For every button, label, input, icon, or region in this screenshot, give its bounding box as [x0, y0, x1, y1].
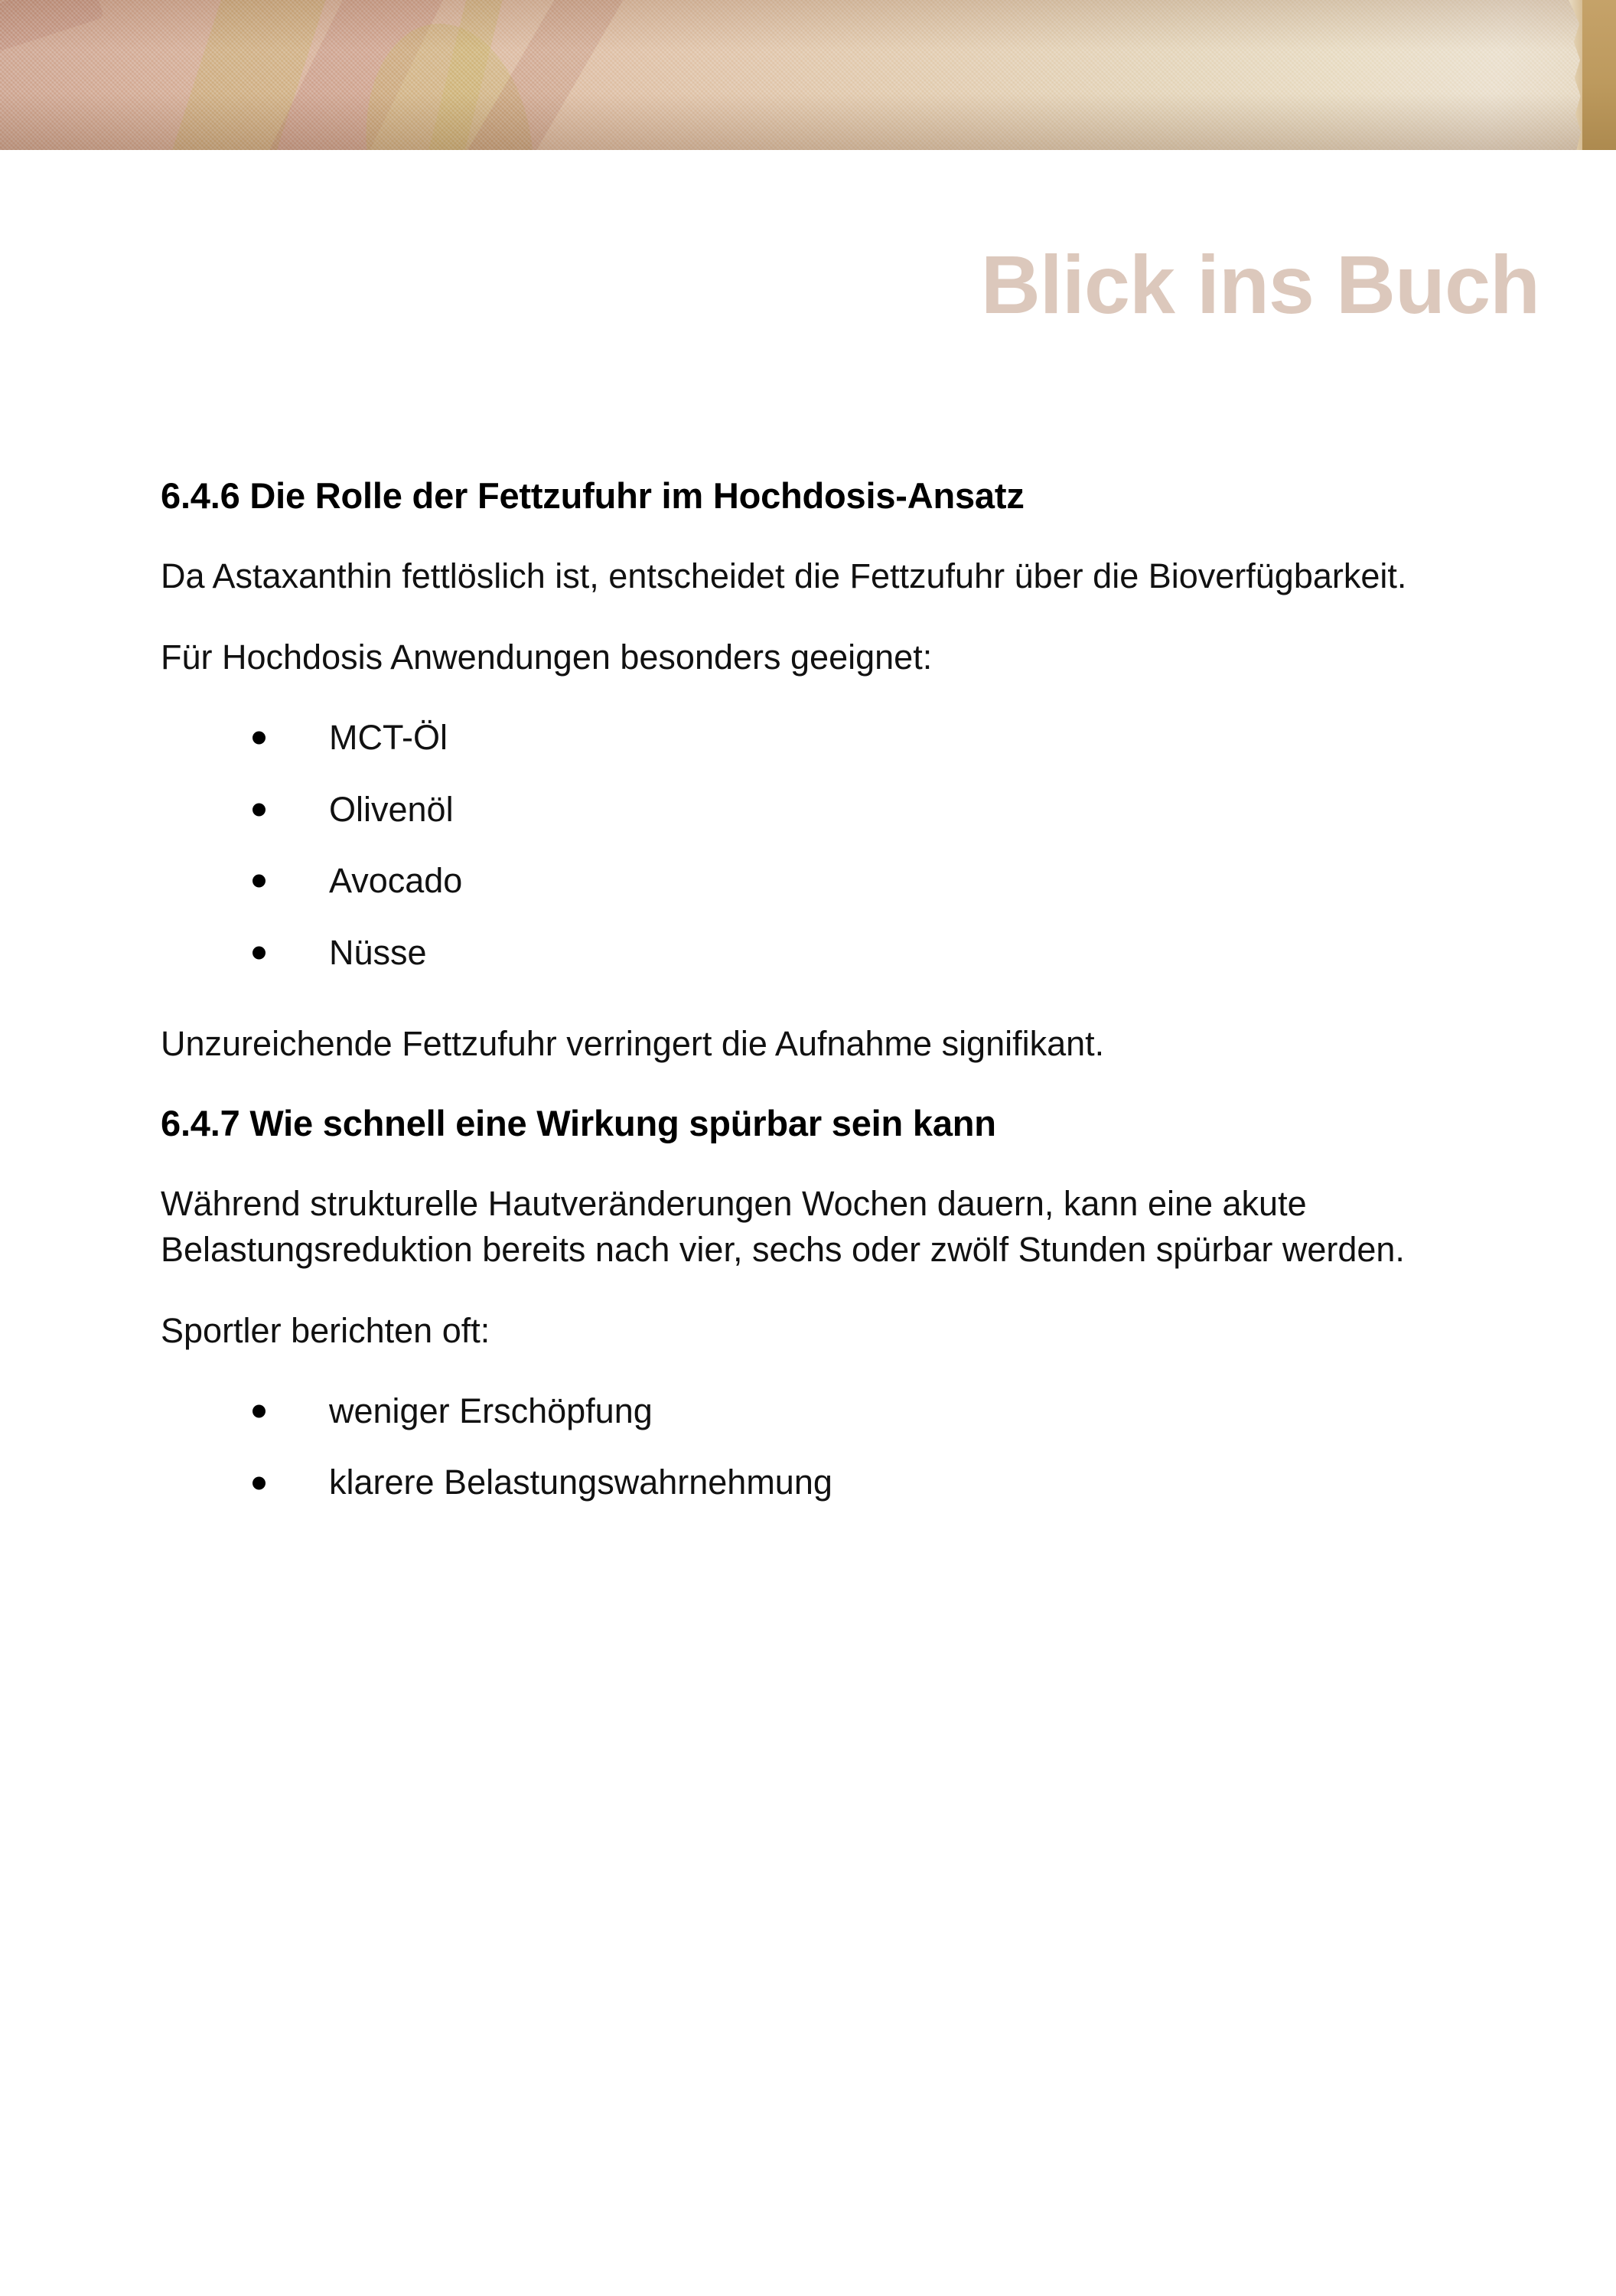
section-646-paragraph-1: Da Astaxanthin fettlöslich ist, entscheidet die Fettzufuhr über die Bioverfügbarkeit.: [161, 556, 1407, 596]
list-item: [161, 788, 1492, 833]
list-item-label: weniger Erschöpfung: [329, 1391, 653, 1430]
section-646-paragraph-2: Für Hochdosis Anwendungen besonders geeignet:: [161, 638, 933, 677]
section-646-closing-paragraph: Unzureichende Fettzufuhr verringert die Aufnahme signifikant.: [161, 1024, 1105, 1064]
bullet-dot-icon: [252, 803, 266, 816]
bullet-dot-icon: [252, 1476, 266, 1489]
list-item: [161, 1460, 1492, 1505]
list-item-label: Olivenöl: [329, 789, 454, 829]
bullet-dot-icon: [252, 875, 266, 888]
page-title: Blick ins Buch: [980, 238, 1539, 331]
list-item: [161, 859, 1492, 904]
list-item-label: Avocado: [329, 861, 463, 901]
section-647-bullet-list: [161, 1389, 1492, 1505]
section-646-bullet-list: [161, 716, 1492, 975]
section-heading-646: 6.4.6 Die Rolle der Fettzufuhr im Hochdosis-Ansatz: [161, 475, 1025, 516]
section-647-paragraph-2: Sportler berichten oft:: [161, 1311, 490, 1351]
document-body: [161, 475, 1492, 1538]
list-item: [161, 716, 1492, 761]
list-item-label: MCT-Öl: [329, 718, 448, 758]
header-banner-image: [0, 0, 1616, 150]
bullet-dot-icon: [252, 946, 266, 959]
bullet-dot-icon: [252, 1405, 266, 1418]
section-647-paragraph-1: Während strukturelle Hautveränderungen Wochen dauern, kann eine akute Belastungsreduktion bereits nach vier, sechs oder zwölf Stunden spürbar werden.: [161, 1184, 1405, 1270]
list-item-label: klarere Belastungswahrnehmung: [329, 1463, 832, 1502]
list-item: [161, 931, 1492, 976]
list-item-label: Nüsse: [329, 932, 427, 972]
banner-gold-edge-strip: [1582, 0, 1616, 150]
bullet-dot-icon: [252, 732, 266, 745]
list-item: [161, 1389, 1492, 1434]
section-heading-647: 6.4.7 Wie schnell eine Wirkung spürbar sein kann: [161, 1102, 996, 1143]
banner-shading-overlay: [0, 0, 1616, 150]
